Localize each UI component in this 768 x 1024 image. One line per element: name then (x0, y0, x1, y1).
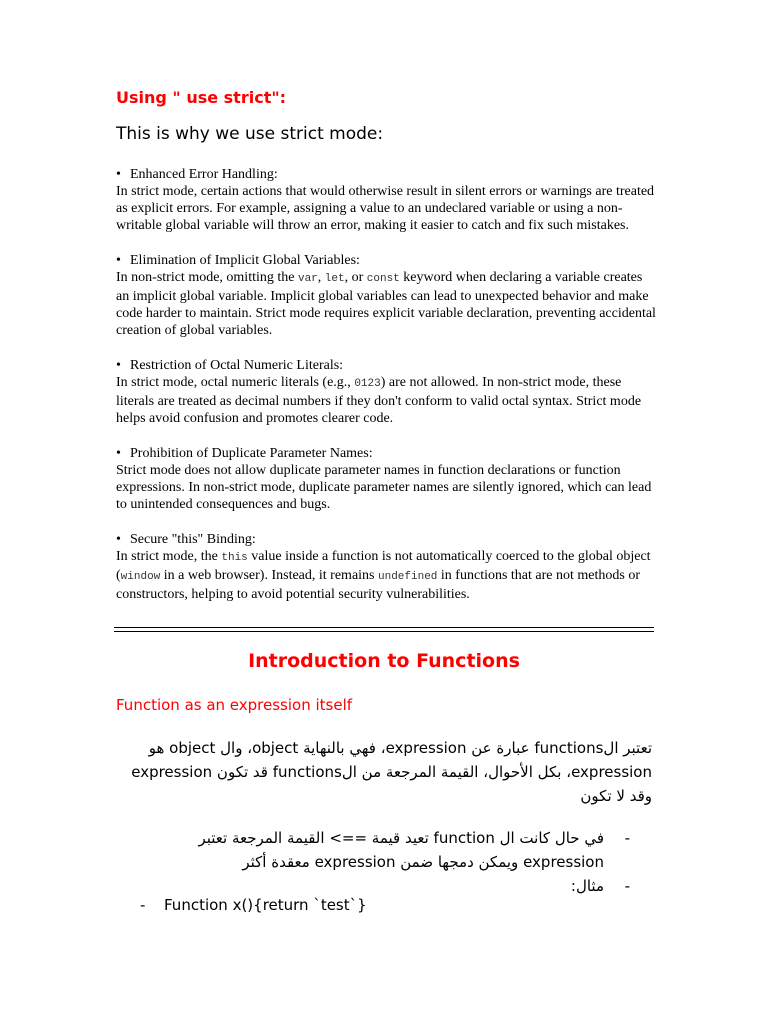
list-item (150, 826, 630, 874)
arabic-list (150, 826, 630, 898)
item-title: Enhanced Error Handling: (130, 167, 278, 182)
divider-line (114, 631, 654, 632)
list-item-text: مثال: (570, 877, 604, 895)
section-subtitle: Function as an expression itself (116, 696, 353, 714)
code-let: let (324, 273, 345, 285)
item-body: In strict mode, certain actions that would otherwise result in silent errors or warnings are treated as explicit errors. For example, assigning a value to an undeclared variable or using a non-writable global variable will throw an error, making it easier to catch and fix such mistakes. (116, 184, 655, 233)
bullet-icon: • (116, 532, 121, 547)
list-item (150, 874, 630, 898)
code-example (140, 896, 367, 914)
item-title: Secure "this" Binding: (130, 532, 256, 547)
strict-benefits-list (116, 166, 656, 621)
list-item (116, 357, 656, 427)
list-item-text: في حال كانت ال function تعيد قيمة ==> القيمة المرجعة تعتبر expression ويمكن دمجها ضمن expression معقدة أكثر (198, 829, 604, 871)
dash-marker: - (624, 829, 630, 847)
code-var: var (297, 273, 318, 285)
code-example-text: Function x(){return `test`} (164, 896, 367, 914)
divider-line (114, 627, 654, 628)
strict-intro: This is why we use strict mode: (116, 124, 384, 144)
code-this: this (221, 552, 248, 564)
list-item (116, 531, 656, 603)
bullet-icon: • (116, 253, 121, 268)
item-title: Restriction of Octal Numeric Literals: (130, 358, 344, 373)
section-title: Introduction to Functions (248, 650, 520, 672)
code-const: const (366, 273, 400, 285)
list-item (116, 445, 656, 513)
code-undefined: undefined (378, 571, 438, 583)
dash-marker: - (140, 896, 146, 914)
dash-marker: - (624, 877, 630, 895)
list-item (116, 252, 656, 339)
code-octal: 0123 (354, 378, 381, 390)
item-title: Prohibition of Duplicate Parameter Names: (130, 446, 373, 461)
bullet-icon: • (116, 446, 121, 461)
item-body: In strict mode, octal numeric literals (e.g., 0123) are not allowed. In non-strict mode, these literals are treated as decimal numbers if they don't conform to valid octal syntax. Strict mode helps avoid confusion and promotes clearer code. (116, 375, 642, 426)
strict-heading: Using " use strict": (116, 88, 287, 107)
item-body: In non-strict mode, omitting the var, let, or const keyword when declaring a variable creates an implicit global variable. Implicit global variables can lead to unexpected behavior and make code harder to maintain. Strict mode requires explicit variable declaration, preventing accidental creation of global variables. (116, 270, 656, 338)
list-item (116, 166, 656, 234)
arabic-paragraph: تعتبر الfunctions عبارة عن expression، فهي بالنهاية object، وال object هو expression، بكل الأحوال، القيمة المرجعة من الfunctions قد تكون expression وقد لا تكون (131, 739, 652, 805)
item-body: In strict mode, the this value inside a function is not automatically coerced to the global object (window in a web browser). Instead, it remains undefined in functions that are not methods or constructors, helping to avoid potential security vulnerabilities. (116, 549, 651, 602)
item-title: Elimination of Implicit Global Variables: (130, 253, 360, 268)
code-window: window (120, 571, 161, 583)
bullet-icon: • (116, 167, 121, 182)
item-body: Strict mode does not allow duplicate parameter names in function declarations or function expressions. In non-strict mode, duplicate parameter names are silently ignored, which can lead to unintended consequences and bugs. (116, 463, 652, 512)
bullet-icon: • (116, 358, 121, 373)
